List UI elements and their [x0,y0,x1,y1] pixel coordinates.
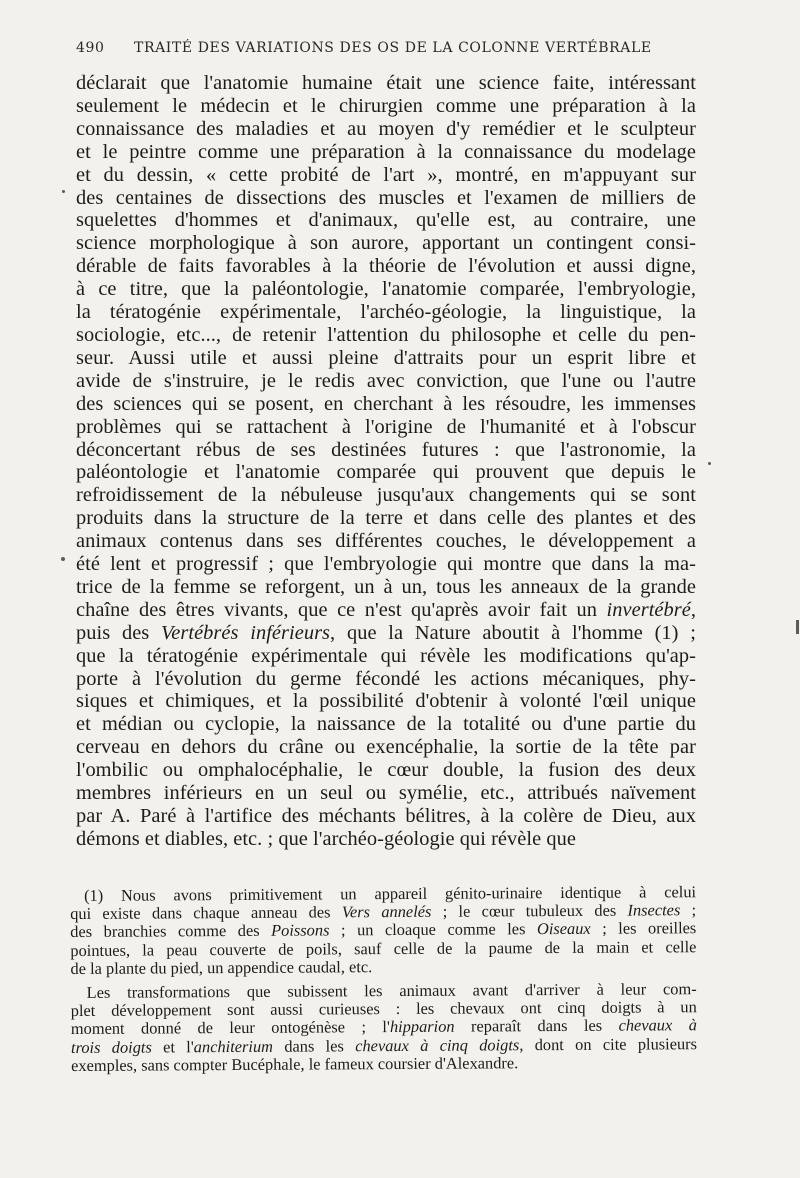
text-line: refroidissement de la nébuleuse jusqu'aux changements qui se sont [76,484,696,507]
text-line: moment donné de leur ontogénèse ; l'hipparion reparaît dans les chevaux à [70,1015,697,1039]
text-line: trice de la femme se reforgent, un à un, tous les anneaux de la grande [76,575,696,598]
text-line: siques et chimiques, et la possibilité d'obtenir à volonté l'œil unique [76,690,696,713]
text-line: science morphologique à son aurore, apportant un contingent consi- [76,232,696,255]
text-line: des branchies comme des Poissons ; un cloaque comme les Oiseaux ; les oreilles [70,918,697,942]
text-line: des sciences qui se posent, en cherchant à les résoudre, les immenses [76,392,696,415]
text-line: que la tératogénie expérimentale qui révèle les modifications qu'ap- [76,644,696,667]
text-line: squelettes d'hommes et d'animaux, qu'elle est, au contraire, une [76,209,696,232]
page-edge-mark [796,620,799,634]
text-line: porte à l'évolution du germe fécondé les actions mécaniques, phy- [76,667,696,690]
footnotes [70,883,697,1075]
text-line: plet développement sont aussi curieuses : les chevaux ont cinq doigts à un [70,997,697,1021]
text-line: de la plante du pied, un appendice caudal, etc. [70,956,373,978]
text-line: des centaines de dissections des muscles et l'examen de milliers de [76,186,696,209]
text-line: été lent et progressif ; que l'embryologie qui montre que dans la ma- [76,553,696,576]
text-line: par A. Paré à l'artifice des méchants bélitres, à la colère de Dieu, aux [76,805,696,827]
text-line: à ce titre, que la paléontologie, l'anatomie comparée, l'embryologie, [76,278,696,301]
text-line: paléontologie et l'anatomie comparée qui prouvent que depuis le [76,461,696,484]
body-text [76,72,696,851]
text-line: la tératogénie expérimentale, l'archéo-géologie, la linguistique, la [76,301,696,324]
text-line: et du dessin, « cette probité de l'art », montré, en m'appuyant sur [76,163,696,186]
text-line: puis des Vertébrés inférieurs, que la Nature aboutit à l'homme (1) ; [76,621,696,644]
text-line: avide de s'instruire, je le redis avec conviction, que l'une ou l'autre [76,369,696,392]
text-line: exemples, sans compter Bucéphale, le fameux coursier d'Alexandre. [71,1053,519,1075]
text-line: dérable de faits favorables à la théorie de l'évolution et aussi digne, [76,255,696,278]
text-line: et le peintre comme une préparation à la connaissance du modelage [76,140,696,163]
text-line: seulement le médecin et le chirurgien comme une préparation à la [76,94,696,117]
text-line: connaissance des maladies et au moyen d'y remédier et le sculpteur [76,117,696,140]
text-line: Les transformations que subissent les animaux avant d'arriver à leur com- [86,979,697,1002]
ink-speck [61,557,65,561]
text-line: problèmes qui se rattachent à l'origine de l'humanité et à l'obscur [76,415,696,438]
text-line: démons et diables, etc. ; que l'archéo-géologie qui révèle que [76,827,576,850]
text-line: produits dans la structure de la terre et dans celle des plantes et des [76,507,696,530]
text-line: déclarait que l'anatomie humaine était une science faite, intéressant [76,72,696,94]
running-header [76,40,676,56]
text-line: chaîne des êtres vivants, que ce n'est qu'après avoir fait un invertébré, [76,598,696,621]
text-line: l'ombilic ou omphalocéphalie, le cœur double, la fusion des deux [76,759,696,782]
text-line: animaux contenus dans ses différentes couches, le développement a [76,530,696,553]
text-line: pointues, la peau couverte de poils, sauf celle de la paume de la main et celle [70,936,697,960]
text-line: cerveau en dehors du crâne ou exencéphalie, la sortie de la tête par [76,736,696,759]
ink-speck [62,190,65,193]
text-line: membres inférieurs en un seul ou symélie, etc., attribués naïvement [76,782,696,805]
text-line: déconcertant rébus de ses destinées futures : que l'astronomie, la [76,438,696,461]
text-line: sociologie, etc..., de retenir l'attention du philosophe et celle du pen- [76,323,696,346]
text-line: seur. Aussi utile et aussi pleine d'attraits pour un esprit libre et [76,346,696,369]
text-line: (1) Nous avons primitivement un appareil génito-urinaire identique à celui [83,882,697,905]
text-line: et médian ou cyclopie, la naissance de la totalité ou d'une partie du [76,713,696,736]
ink-speck [708,462,711,465]
text-line: qui existe dans chaque anneau des Vers annelés ; le cœur tubuleux des Insectes ; [70,900,697,924]
text-line: trois doigts et l'anchiterium dans les chevaux à cinq doigts, dont on cite plusieurs [70,1033,698,1057]
running-title: TRAITÉ DES VARIATIONS DES OS DE LA COLONNE VERTÉBRALE [134,40,652,56]
page-number: 490 [76,40,105,56]
